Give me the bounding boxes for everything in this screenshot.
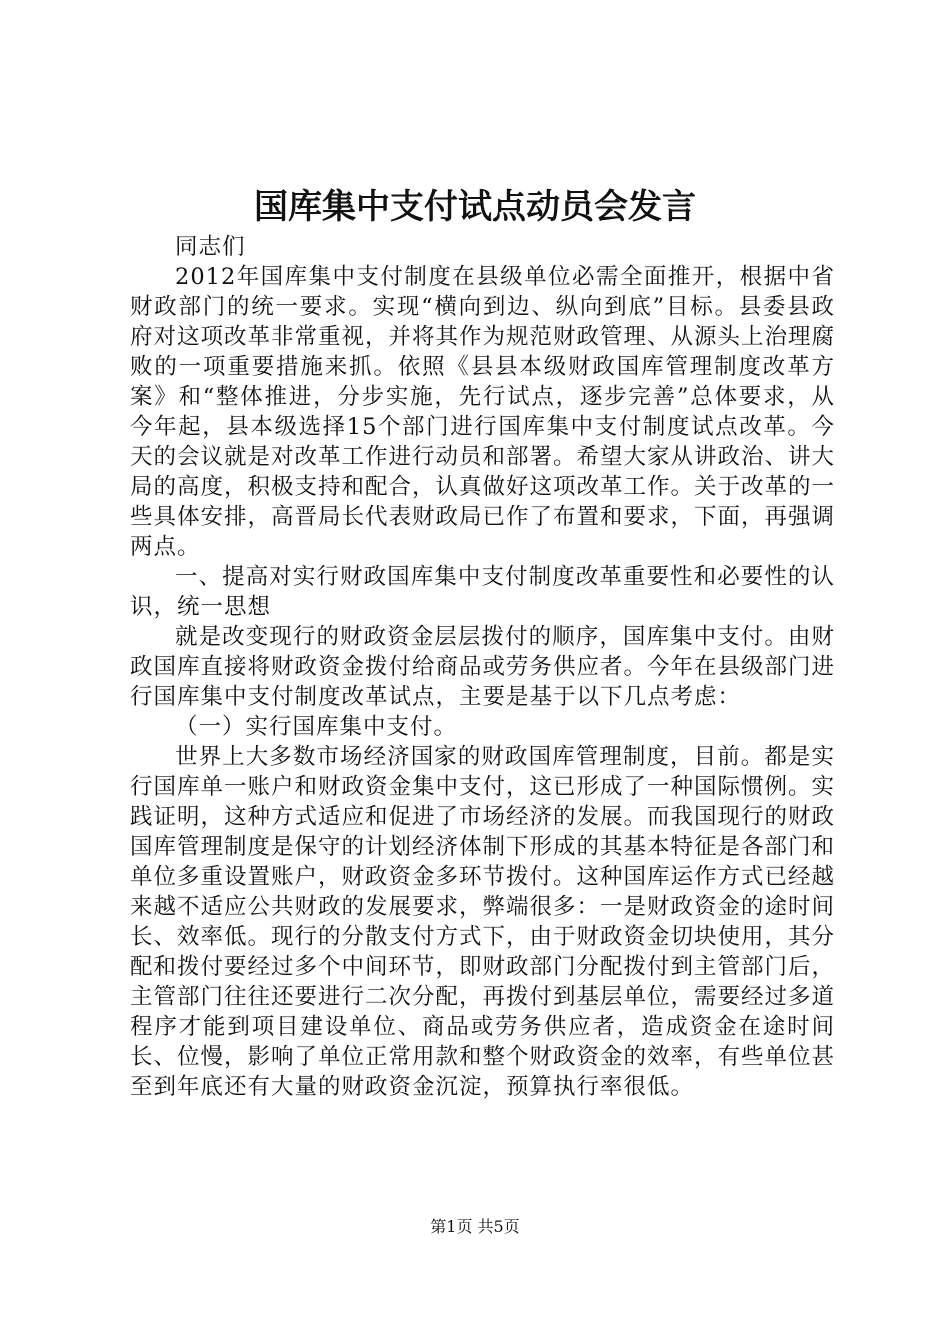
paragraph-greeting: 同志们 [175, 234, 246, 260]
document-title: 国库集中支付试点动员会发言 [254, 187, 696, 227]
paragraph-subsection-1: 世界上大多数市场经济国家的财政国库管理制度，目前。都是实行国库单一账户和财政资金集中支付，这已形成了一种国际惯例。实践证明，这种方式适应和促进了市场经济的发展。而我国现行的财政国库管理制度是保守的计划经济体制下形成的其基本特征是各部门和单位多重设置账户，财政资金多环节拨付。这种国库运作方式已经越来越不适应公共财政的发展要求，弊端很多：一是财政资金的途时间长、效率低。现行的分散支付方式下，由于财政资金切块使用，其分配和拨付要经过多个中间环节，即财政部门分配拨付到主管部门后，主管部门往往还要进行二次分配，再拨付到基层单位，需要经过多道程序才能到项目建设单位、商品或劳务供应者，造成资金在途时间长、位慢，影响了单位正常用款和整个财政资金的效率，有些单位甚至到年底还有大量的财政资金沉淀，预算执行率很低。 [130, 744, 836, 1100]
page-footer: 第1页 共5页 [430, 1217, 520, 1236]
subsection-heading-1: （一）实行国库集中支付。 [175, 714, 458, 740]
paragraph-section-1: 就是改变现行的财政资金层层拨付的顺序，国库集中支付。由财政国库直接将财政资金拨付给商品或劳务供应者。今年在县级部门进行国库集中支付制度改革试点，主要是基于以下几点考虑： [130, 624, 836, 710]
section-heading-1: 一、提高对实行财政国库集中支付制度改革重要性和必要性的认识，统一思想 [130, 564, 835, 620]
paragraph-intro: 2012年国库集中支付制度在县级单位必需全面推开，根据中省财政部门的统一要求。实现“横向到边、纵向到底”目标。县委县政府对这项改革非常重视，并将其作为规范财政管理、从源头上治理腐败的一项重要措施来抓。依照《县县本级财政国库管理制度改革方案》和“整体推进，分步实施，先行试点，逐步完善”总体要求，从今年起，县本级选择15个部门进行国库集中支付制度试点改革。今天的会议就是对改革工作进行动员和部署。希望大家从讲政治、讲大局的高度，积极支持和配合，认真做好这项改革工作。关于改革的一些具体安排，高晋局长代表财政局已作了布置和要求，下面，再强调两点。 [130, 264, 836, 560]
document-body [130, 232, 835, 1102]
